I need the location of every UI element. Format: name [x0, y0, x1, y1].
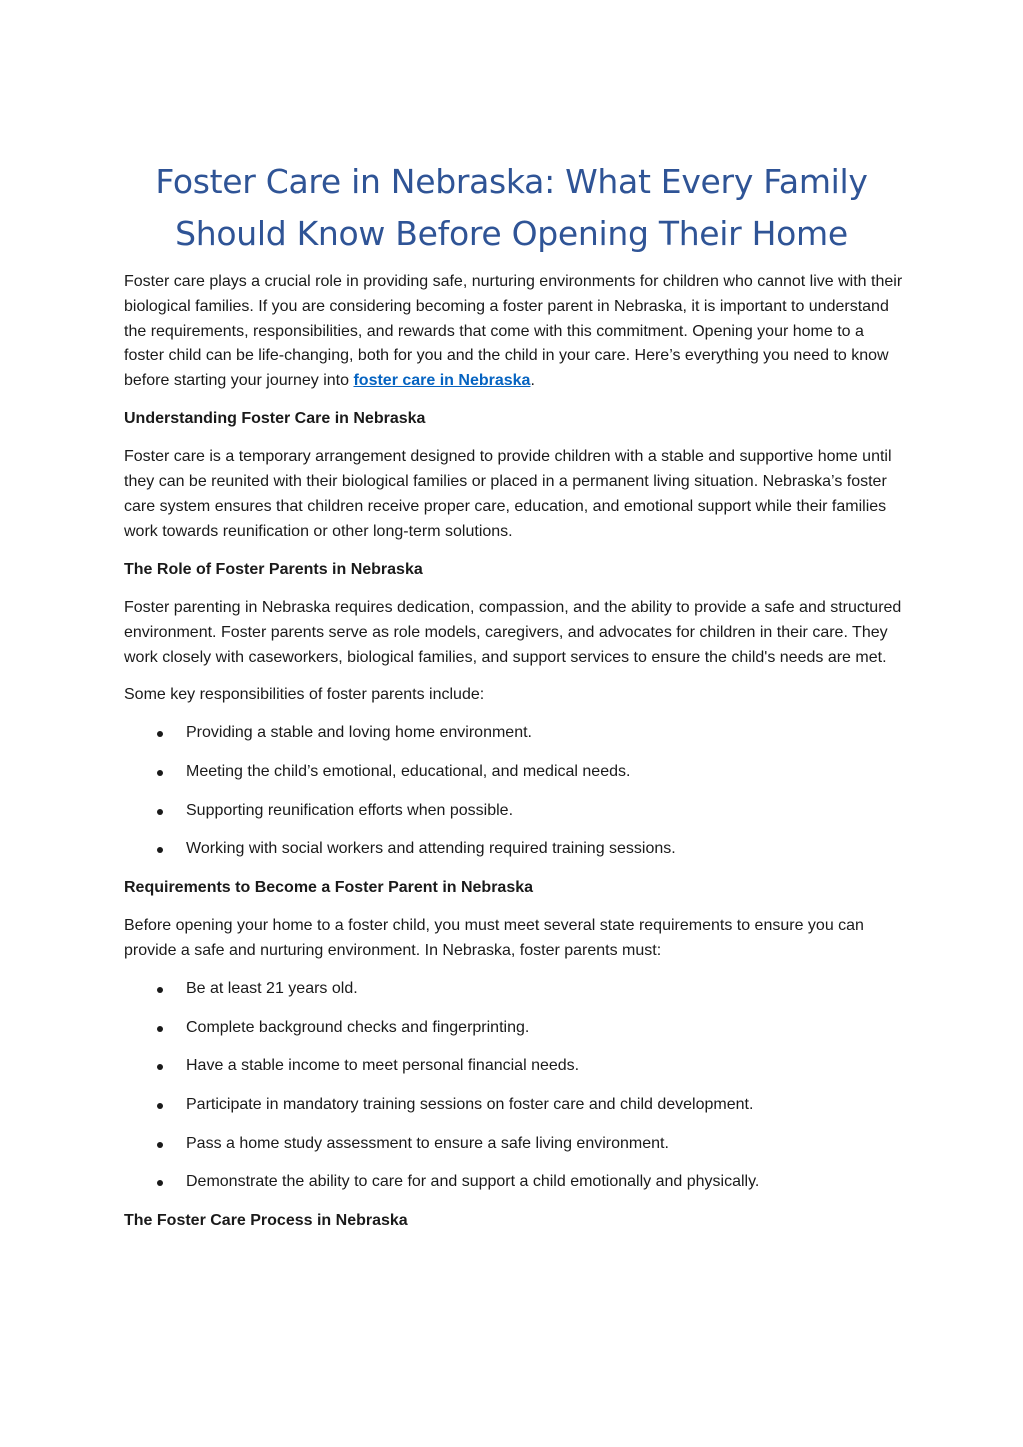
bullet-icon — [157, 731, 163, 737]
bullet-icon — [157, 1064, 163, 1070]
list-item — [124, 837, 904, 862]
section-heading: Requirements to Become a Foster Parent in Nebraska — [124, 878, 534, 896]
list-item-text: Participate in mandatory training sessions on foster care and child development. — [186, 1095, 754, 1113]
bullet-icon — [157, 987, 163, 993]
list-item — [124, 799, 904, 824]
bullet-icon — [157, 1180, 163, 1186]
bullet-icon — [157, 809, 163, 815]
foster-care-link[interactable]: foster care in Nebraska — [353, 372, 531, 390]
list-item — [124, 721, 904, 746]
bullet-icon — [157, 1026, 163, 1032]
intro-paragraph — [124, 270, 904, 394]
list-item-text: Pass a home study assessment to ensure a safe living environment. — [186, 1134, 669, 1152]
section-paragraph: Foster parenting in Nebraska requires dedication, compassion, and the ability to provide a safe and structured environment. Foster parents serve as role models, caregivers, and advocates for children in their care. They work closely with caseworkers, biological families, and support services to ensure the child's needs are met. — [124, 598, 902, 666]
list-item — [124, 1054, 904, 1079]
list-item-text: Demonstrate the ability to care for and support a child emotionally and physically. — [186, 1173, 760, 1191]
title-line-2: Should Know Before Opening Their Home — [175, 214, 848, 253]
list-item — [124, 1170, 904, 1195]
list-item-text: Complete background checks and fingerprinting. — [186, 1018, 530, 1036]
bullet-icon — [157, 847, 163, 853]
page-title — [100, 156, 923, 260]
section-heading: The Foster Care Process in Nebraska — [124, 1212, 408, 1229]
list-item — [124, 760, 904, 785]
list-item-text: Working with social workers and attending required training sessions. — [186, 840, 676, 858]
section-paragraph: Before opening your home to a foster child, you must meet several state requirements to ensure you can provide a safe and nurturing environment. In Nebraska, foster parents must: — [124, 917, 864, 960]
bullet-icon — [157, 1103, 163, 1109]
bullet-icon — [157, 1142, 163, 1148]
bullet-icon — [157, 770, 163, 776]
list-item-text: Be at least 21 years old. — [186, 979, 358, 997]
section-paragraph: Foster care is a temporary arrangement designed to provide children with a stable and supportive home until they can be reunited with their biological families or placed in a permanent living situation. Nebraska’s foster care system ensures that children receive proper care, education, and emotional support while their families work towards reunification or other long-term solutions. — [124, 448, 892, 540]
document-body — [124, 270, 904, 1247]
section-paragraph: Some key responsibilities of foster parents include: — [124, 686, 485, 704]
intro-text: Foster care plays a crucial role in providing safe, nurturing environments for children who cannot live with their biological families. If you are considering becoming a foster parent in Nebraska, it is important to understand the requirements, responsibilities, and rewards that come with this commitment. Opening your home to a foster child can be life-changing, both for you and the child in your care. Here’s everything you need to know before starting your journey into — [124, 273, 903, 390]
responsibilities-list — [124, 721, 904, 862]
list-item — [124, 1016, 904, 1041]
list-item — [124, 1132, 904, 1157]
list-item-text: Providing a stable and loving home environment. — [186, 724, 532, 742]
list-item-text: Meeting the child’s emotional, educational, and medical needs. — [186, 762, 631, 780]
list-item-text: Have a stable income to meet personal financial needs. — [186, 1057, 580, 1075]
requirements-list — [124, 977, 904, 1195]
section-heading: The Role of Foster Parents in Nebraska — [124, 560, 423, 578]
intro-after-link: . — [530, 372, 535, 390]
list-item-text: Supporting reunification efforts when possible. — [186, 801, 514, 819]
title-line-1: Foster Care in Nebraska: What Every Family — [155, 162, 868, 201]
list-item — [124, 977, 904, 1002]
list-item — [124, 1093, 904, 1118]
section-heading: Understanding Foster Care in Nebraska — [124, 409, 426, 427]
